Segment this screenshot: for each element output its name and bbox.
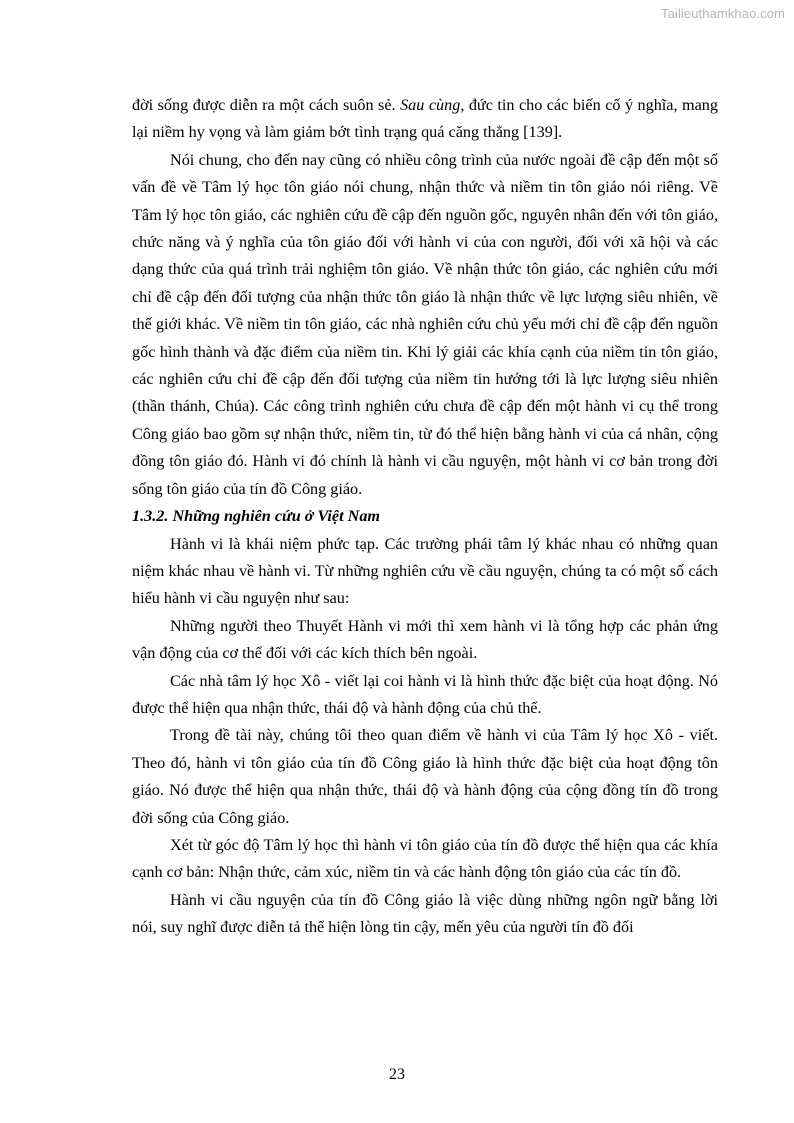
paragraph: Các nhà tâm lý học Xô - viết lại coi hành vi là hình thức đặc biệt của hoạt động. Nó được thể hiện qua nhận thức, thái độ và hành động của chủ thể. xyxy=(132,671,718,717)
paragraph: Những người theo Thuyết Hành vi mới thì xem hành vi là tổng hợp các phản ứng vận động của cơ thể đối với các kích thích bên ngoài. xyxy=(132,616,718,663)
text-run: , đức tin cho các biến cố ý nghĩa, mang lại niềm hy vọng và làm giảm bớt tình trạng quá căng thẳng [139]. xyxy=(132,96,718,142)
text-run: đời sống được diễn ra một cách suôn sẻ. xyxy=(132,96,401,114)
paragraph: Hành vi là khái niệm phức tạp. Các trường phái tâm lý khác nhau có những quan niệm khác nhau về hành vi. Từ những nghiên cứu về cầu nguyện, chúng ta có một số cách hiểu hành vi cầu nguyện như sau: xyxy=(132,534,718,608)
document-body xyxy=(132,92,718,942)
watermark: Tailieuthamkhao.com xyxy=(660,6,785,21)
section-heading: 1.3.2. Những nghiên cứu ở Việt Nam xyxy=(132,507,381,526)
paragraph-continuation xyxy=(132,92,718,147)
italic-text-run: Sau cùng xyxy=(400,96,461,114)
paragraph: Nói chung, cho đến nay cũng có nhiều công trình của nước ngoài đề cập đến một số vấn đề về Tâm lý học tôn giáo nói chung, nhận thức và niềm tin tôn giáo nói riêng. Về Tâm lý học tôn giáo, các nghiên cứu đề cập đến nguồn gốc, nguyên nhân đến với tôn giáo, chức năng và ý nghĩa của tôn giáo đối với hành vi của con người, đối với xã hội và các dạng thức của quá trình trải nghiệm tôn giáo. Về nhận thức tôn giáo, các nghiên cứu mới chỉ đề cập đến đối tượng của nhận thức tôn giáo là nhận thức về lực lượng siêu nhiên, về thế giới khác. Về niềm tin tôn giáo, các nhà nghiên cứu chủ yếu mới chỉ đề cập đến nguồn gốc hình thành và đặc điểm của niềm tin. Khi lý giải các khía cạnh của niềm tin tôn giáo, các nghiên cứu chỉ đề cập đến đối tượng của niềm tin hướng tới là lực lượng siêu nhiên (thần thánh, Chúa). Các công trình nghiên cứu chưa đề cập đến một hành vi cụ thể trong Công giáo bao gồm sự nhận thức, niềm tin, từ đó thể hiện bằng hành vi của cá nhân, cộng đồng tôn giáo đó. Hành vi đó chính là hành vi cầu nguyện, một hành vi cơ bản trong đời sống tôn giáo của tín đồ Công giáo. xyxy=(132,150,718,498)
page-number: 23 xyxy=(389,1066,405,1083)
paragraph: Hành vi cầu nguyện của tín đồ Công giáo là việc dùng những ngôn ngữ bằng lời nói, suy nghĩ được diễn tả thể hiện lòng tin cậy, mến yêu của người tín đồ đối xyxy=(132,890,718,937)
paragraph: Xét từ góc độ Tâm lý học thì hành vi tôn giáo của tín đồ được thể hiện qua các khía cạnh cơ bản: Nhận thức, cảm xúc, niềm tin và các hành động tôn giáo của các tín đồ. xyxy=(132,835,718,882)
paragraph: Trong đề tài này, chúng tôi theo quan điểm về hành vi của Tâm lý học Xô - viết. Theo đó, hành vi tôn giáo của tín đồ Công giáo là hình thức đặc biệt của hoạt động tôn giáo. Nó được thể hiện qua nhận thức, thái độ và hành động của cộng đồng tín đồ trong đời sống của Công giáo. xyxy=(132,726,718,827)
